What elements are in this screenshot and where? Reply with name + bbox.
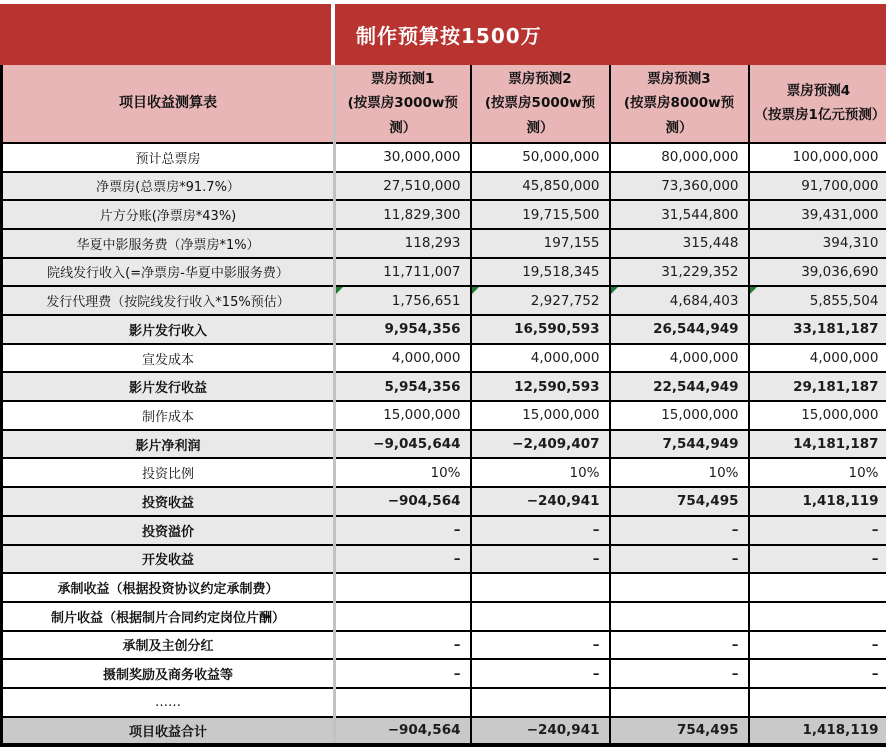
top-banner xyxy=(0,4,886,65)
column-subtitle: （按票房1亿元预测） xyxy=(755,103,883,127)
value-cell[interactable]: 754,495 xyxy=(610,717,749,746)
row-label-cell[interactable]: 投资收益 xyxy=(2,487,335,516)
value-cell[interactable]: 4,000,000 xyxy=(471,344,610,373)
error-flag-icon xyxy=(611,287,618,294)
value-cell[interactable]: −9,045,644 xyxy=(335,430,471,459)
value-cell[interactable]: – xyxy=(335,516,471,545)
value-cell[interactable]: – xyxy=(335,545,471,574)
value-cell[interactable]: 315,448 xyxy=(610,229,749,258)
row-label-cell[interactable]: 开发收益 xyxy=(2,545,335,574)
value-cell[interactable] xyxy=(749,602,886,631)
value-cell[interactable] xyxy=(749,688,886,717)
error-flag-icon xyxy=(750,287,757,294)
error-flag-icon xyxy=(472,287,479,294)
value-cell[interactable]: 7,544,949 xyxy=(610,430,749,459)
error-flag-icon xyxy=(336,287,343,294)
table-row xyxy=(2,315,886,344)
value-cell[interactable]: 394,310 xyxy=(749,229,886,258)
row-label-cell[interactable]: 预计总票房 xyxy=(2,143,335,172)
table-row xyxy=(2,258,886,287)
table-row xyxy=(2,458,886,487)
value-cell[interactable] xyxy=(471,688,610,717)
value-cell[interactable]: – xyxy=(749,545,886,574)
row-label-cell[interactable]: 投资溢价 xyxy=(2,516,335,545)
table-body xyxy=(2,143,886,745)
row-label-cell[interactable]: …… xyxy=(2,688,335,717)
value-cell[interactable]: 15,000,000 xyxy=(749,401,886,430)
value-cell[interactable]: – xyxy=(335,659,471,688)
column-title: 票房预测2 xyxy=(477,67,604,91)
table-row xyxy=(2,573,886,602)
table-row xyxy=(2,659,886,688)
value-cell[interactable]: – xyxy=(471,545,610,574)
value-cell[interactable]: – xyxy=(471,631,610,660)
value-cell[interactable]: – xyxy=(471,659,610,688)
value-cell[interactable]: 15,000,000 xyxy=(471,401,610,430)
value-cell[interactable]: −240,941 xyxy=(471,487,610,516)
page-title: 制作预算按1500万 xyxy=(356,20,542,49)
row-label-cell[interactable]: 宣发成本 xyxy=(2,344,335,373)
value-cell[interactable] xyxy=(610,573,749,602)
value-cell[interactable]: 80,000,000 xyxy=(610,143,749,172)
value-cell[interactable]: 11,711,007 xyxy=(335,258,471,287)
row-label-cell[interactable]: 影片发行收入 xyxy=(2,315,335,344)
value-cell[interactable]: 10% xyxy=(749,458,886,487)
row-label-cell[interactable]: 项目收益合计 xyxy=(2,717,335,746)
value-cell[interactable]: 19,715,500 xyxy=(471,200,610,229)
value-cell[interactable]: −2,409,407 xyxy=(471,430,610,459)
value-cell[interactable]: 4,000,000 xyxy=(335,344,471,373)
row-label-cell[interactable]: 片方分账(净票房*43%) xyxy=(2,200,335,229)
value-cell[interactable]: 5,954,356 xyxy=(335,372,471,401)
banner-title-block xyxy=(335,4,886,65)
value-cell[interactable] xyxy=(471,602,610,631)
table-row xyxy=(2,286,886,315)
table-row xyxy=(2,516,886,545)
row-label-cell[interactable]: 承制收益（根据投资协议约定承制费） xyxy=(2,573,335,602)
value-cell[interactable]: 91,700,000 xyxy=(749,172,886,201)
row-label-cell[interactable]: 制片收益（根据制片合同约定岗位片酬） xyxy=(2,602,335,631)
value-cell[interactable]: 9,954,356 xyxy=(335,315,471,344)
value-cell[interactable]: – xyxy=(610,659,749,688)
table-row xyxy=(2,372,886,401)
table-row xyxy=(2,143,886,172)
value-cell[interactable]: −904,564 xyxy=(335,487,471,516)
value-cell[interactable] xyxy=(749,573,886,602)
value-cell[interactable]: 1,418,119 xyxy=(749,717,886,746)
value-cell[interactable]: 4,000,000 xyxy=(749,344,886,373)
value-cell[interactable]: – xyxy=(610,631,749,660)
value-cell[interactable] xyxy=(610,688,749,717)
value-cell[interactable]: 11,829,300 xyxy=(335,200,471,229)
value-cell[interactable]: −904,564 xyxy=(335,717,471,746)
value-cell[interactable] xyxy=(335,573,471,602)
table-row xyxy=(2,545,886,574)
value-cell[interactable]: 16,590,593 xyxy=(471,315,610,344)
value-cell[interactable]: 12,590,593 xyxy=(471,372,610,401)
value-cell[interactable]: – xyxy=(471,516,610,545)
table-row xyxy=(2,688,886,717)
row-label-cell[interactable]: 影片净利润 xyxy=(2,430,335,459)
row-label-cell[interactable]: 影片发行收益 xyxy=(2,372,335,401)
value-cell[interactable]: – xyxy=(610,545,749,574)
value-cell[interactable]: 197,155 xyxy=(471,229,610,258)
value-cell[interactable]: 5,855,504 xyxy=(749,286,886,315)
table-row xyxy=(2,344,886,373)
column-header-forecast2[interactable] xyxy=(471,65,610,143)
column-title: 票房预测1 xyxy=(341,67,465,91)
value-cell[interactable]: 31,229,352 xyxy=(610,258,749,287)
row-label-cell[interactable]: 摄制奖励及商务收益等 xyxy=(2,659,335,688)
value-cell[interactable] xyxy=(335,688,471,717)
value-cell[interactable]: 754,495 xyxy=(610,487,749,516)
value-cell[interactable]: – xyxy=(749,516,886,545)
value-cell[interactable]: 39,036,690 xyxy=(749,258,886,287)
value-cell[interactable]: – xyxy=(610,516,749,545)
row-label-cell[interactable]: 制作成本 xyxy=(2,401,335,430)
value-cell[interactable]: 50,000,000 xyxy=(471,143,610,172)
banner-left-block xyxy=(0,4,331,65)
value-cell[interactable]: 33,181,187 xyxy=(749,315,886,344)
value-cell[interactable] xyxy=(471,573,610,602)
table-row xyxy=(2,602,886,631)
column-header-forecast4[interactable] xyxy=(749,65,886,143)
value-cell[interactable]: 100,000,000 xyxy=(749,143,886,172)
value-cell[interactable]: 45,850,000 xyxy=(471,172,610,201)
value-cell[interactable]: 118,293 xyxy=(335,229,471,258)
row-label-cell[interactable]: 净票房(总票房*91.7%） xyxy=(2,172,335,201)
value-cell[interactable]: 22,544,949 xyxy=(610,372,749,401)
value-cell[interactable]: 30,000,000 xyxy=(335,143,471,172)
column-title: 票房预测4 xyxy=(755,79,883,103)
value-cell[interactable] xyxy=(610,602,749,631)
row-label-cell[interactable]: 投资比例 xyxy=(2,458,335,487)
value-cell[interactable]: 73,360,000 xyxy=(610,172,749,201)
value-cell[interactable]: 1,756,651 xyxy=(335,286,471,315)
column-subtitle: (按票房5000w预测） xyxy=(477,91,604,140)
value-cell[interactable] xyxy=(335,602,471,631)
value-cell[interactable]: 2,927,752 xyxy=(471,286,610,315)
table-row xyxy=(2,172,886,201)
value-cell[interactable]: 10% xyxy=(335,458,471,487)
value-cell[interactable]: 14,181,187 xyxy=(749,430,886,459)
table-row xyxy=(2,631,886,660)
column-title: 票房预测3 xyxy=(616,67,743,91)
value-cell[interactable]: 39,431,000 xyxy=(749,200,886,229)
row-label-cell[interactable]: 承制及主创分红 xyxy=(2,631,335,660)
column-header-forecast3[interactable] xyxy=(610,65,749,143)
column-header-forecast1[interactable] xyxy=(335,65,471,143)
value-cell[interactable]: 31,544,800 xyxy=(610,200,749,229)
table-row xyxy=(2,487,886,516)
value-cell[interactable]: 15,000,000 xyxy=(610,401,749,430)
value-cell[interactable]: 27,510,000 xyxy=(335,172,471,201)
row-label-cell[interactable]: 发行代理费（按院线发行收入*15%预估） xyxy=(2,286,335,315)
value-cell[interactable]: 4,000,000 xyxy=(610,344,749,373)
row-label-cell[interactable]: 院线发行收入(=净票房-华夏中影服务费） xyxy=(2,258,335,287)
value-cell[interactable]: 26,544,949 xyxy=(610,315,749,344)
value-cell[interactable]: 4,684,403 xyxy=(610,286,749,315)
column-subtitle: (按票房3000w预测） xyxy=(341,91,465,140)
row-label-cell[interactable]: 华夏中影服务费（净票房*1%） xyxy=(2,229,335,258)
table-row xyxy=(2,401,886,430)
value-cell[interactable]: 10% xyxy=(471,458,610,487)
table-row xyxy=(2,717,886,746)
header-row xyxy=(2,65,886,143)
value-cell[interactable]: 15,000,000 xyxy=(335,401,471,430)
value-cell[interactable]: 19,518,345 xyxy=(471,258,610,287)
projection-table xyxy=(0,65,886,747)
table-row xyxy=(2,200,886,229)
table-row xyxy=(2,229,886,258)
value-cell[interactable]: 29,181,187 xyxy=(749,372,886,401)
column-subtitle: (按票房8000w预测） xyxy=(616,91,743,140)
value-cell[interactable]: −240,941 xyxy=(471,717,610,746)
value-cell[interactable]: 10% xyxy=(610,458,749,487)
value-cell[interactable]: 1,418,119 xyxy=(749,487,886,516)
value-cell[interactable]: – xyxy=(749,631,886,660)
table-corner-label[interactable]: 项目收益测算表 xyxy=(2,65,335,143)
value-cell[interactable]: – xyxy=(749,659,886,688)
table-row xyxy=(2,430,886,459)
value-cell[interactable]: – xyxy=(335,631,471,660)
